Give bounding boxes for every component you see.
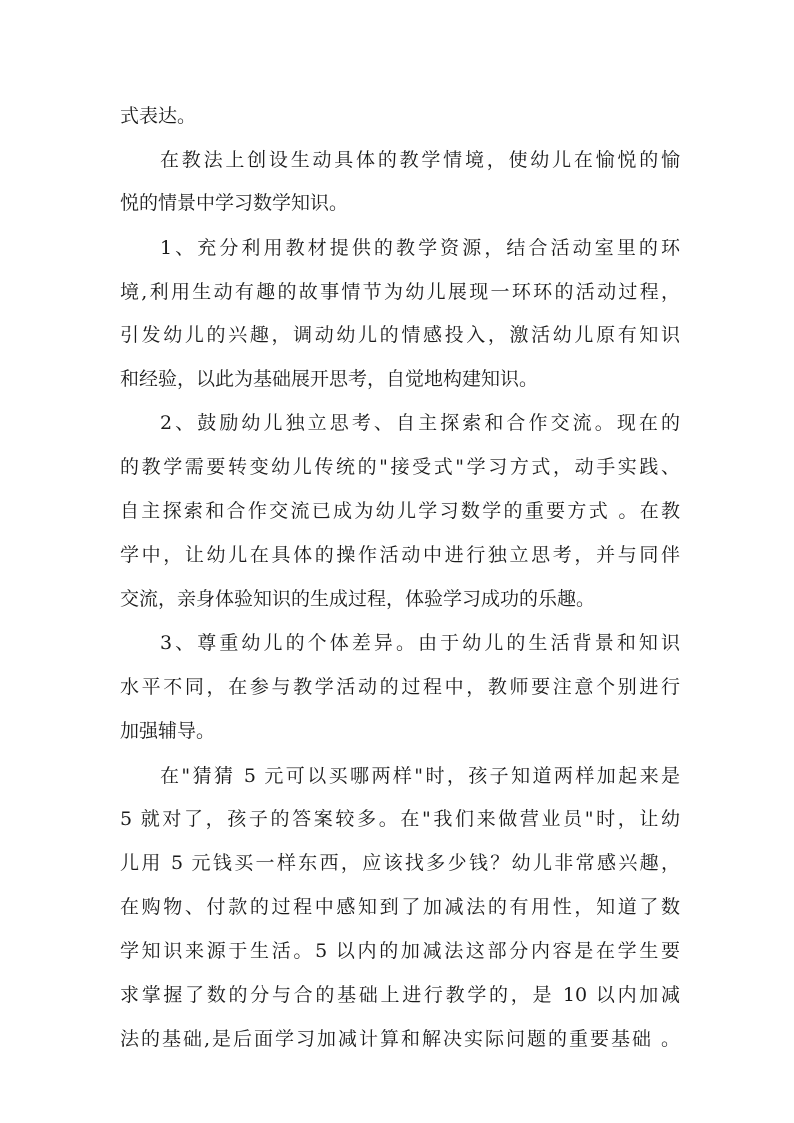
paragraph-line-16: 在"猜猜 5 元可以买哪两样"时，孩子知道两样加起来是 <box>160 765 680 787</box>
paragraph-line-18: 儿用 5 元钱买一样东西，应该找多少钱？幼儿非常感兴趣， <box>120 852 680 874</box>
paragraph-line-17: 5 就对了，孩子的答案较多。在"我们来做营业员"时，让幼 <box>120 808 680 830</box>
paragraph-line-2: 在教法上创设生动具体的教学情境，使幼儿在愉悦的愉 <box>160 149 680 171</box>
paragraph-line-3: 悦的情景中学习数学知识。 <box>120 192 349 214</box>
paragraph-line-20: 学知识来源于生活。5 以内的加减法这部分内容是在学生要 <box>120 940 680 962</box>
paragraph-line-15: 加强辅导。 <box>120 720 216 742</box>
paragraph-line-14: 水平不同，在参与教学活动的过程中，教师要注意个别进行 <box>120 676 680 698</box>
paragraph-line-10: 自主探索和合作交流已成为幼儿学习数学的重要方式 。在教 <box>120 500 680 522</box>
paragraph-line-11: 学中，让幼儿在具体的操作活动中进行独立思考，并与同伴 <box>120 544 680 566</box>
paragraph-line-8: 2、鼓励幼儿独立思考、自主探索和合作交流。现在的 <box>160 412 680 434</box>
paragraph-line-1: 式表达。 <box>120 105 197 127</box>
paragraph-line-13: 3、尊重幼儿的个体差异。由于幼儿的生活背景和知识 <box>160 632 680 654</box>
paragraph-line-21: 求掌握了数的分与合的基础上进行教学的，是 10 以内加减 <box>120 984 680 1006</box>
paragraph-line-9: 的教学需要转变幼儿传统的"接受式"学习方式，动手实践、 <box>120 456 680 478</box>
paragraph-line-4: 1、充分利用教材提供的教学资源，结合活动室里的环 <box>160 237 680 259</box>
paragraph-line-12: 交流，亲身体验知识的生成过程，体验学习成功的乐趣。 <box>120 588 596 610</box>
paragraph-line-6: 引发幼儿的兴趣，调动幼儿的情感投入，激活幼儿原有知识 <box>120 324 680 346</box>
paragraph-line-7: 和经验，以此为基础展开思考，自觉地构建知识。 <box>120 368 539 390</box>
paragraph-line-22: 法的基础,是后面学习加减计算和解决实际问题的重要基础 。 <box>120 1028 680 1050</box>
paragraph-line-19: 在购物、付款的过程中感知到了加减法的有用性，知道了数 <box>120 896 680 918</box>
paragraph-line-5: 境,利用生动有趣的故事情节为幼儿展现一环环的活动过程， <box>120 281 680 303</box>
